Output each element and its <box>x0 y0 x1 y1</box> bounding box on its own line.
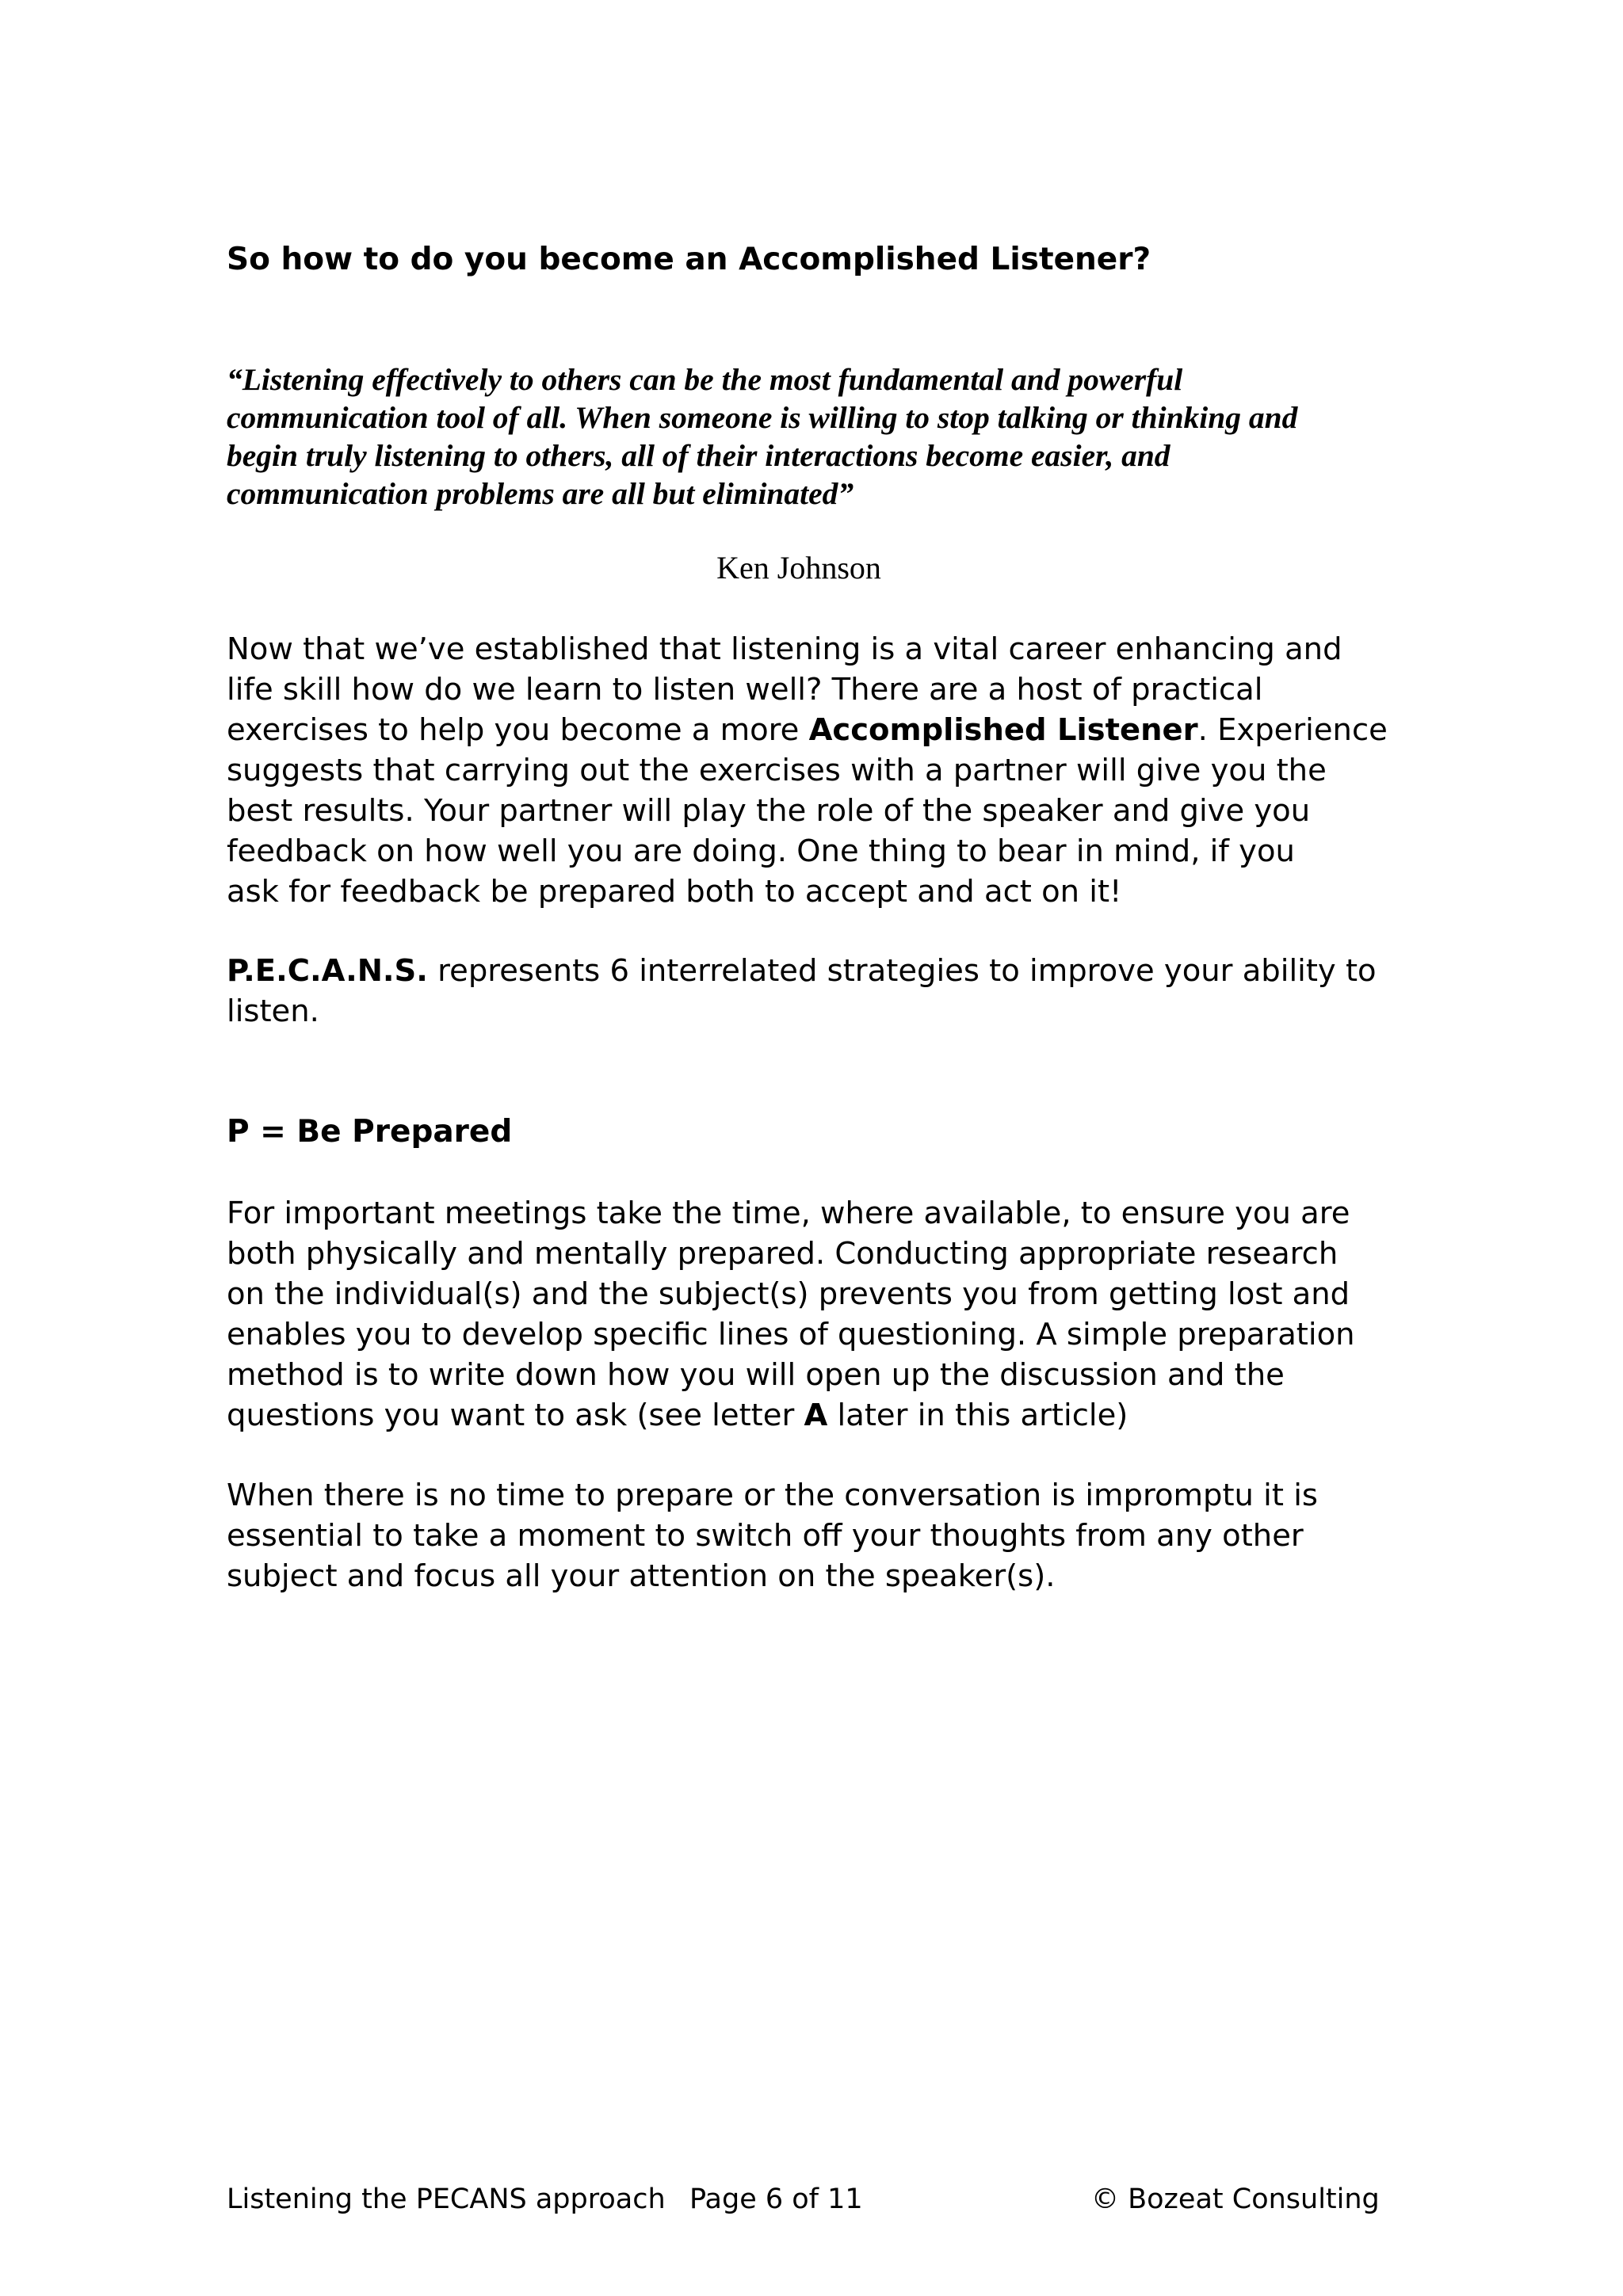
text-line: both physically and mentally prepared. Conducting appropriate research <box>227 1236 1338 1272</box>
footer-document-title: Listening the PECANS approach <box>227 2183 666 2215</box>
footer-page-number: Page 6 of 11 <box>689 2183 863 2215</box>
footer-copyright: © Bozeat Consulting <box>1091 2183 1380 2215</box>
text-line <box>227 1395 1415 1436</box>
quote-author: Ken Johnson <box>716 550 881 585</box>
text-segment: . Experience <box>1197 712 1388 748</box>
text-line: enables you to develop specific lines of questioning. A simple preparation <box>227 1317 1355 1352</box>
text-line: on the individual(s) and the subject(s) prevents you from getting lost and <box>227 1276 1350 1312</box>
emphasis-letter-a: A <box>804 1398 828 1433</box>
text-line: listen. <box>227 994 319 1029</box>
quote-block <box>227 360 1415 513</box>
prepared-paragraph-1 <box>227 1193 1415 1436</box>
section-heading-be-prepared: P = Be Prepared <box>227 1114 513 1150</box>
text-line: ask for feedback be prepared both to accept and act on it! <box>227 874 1122 910</box>
text-line: When there is no time to prepare or the conversation is impromptu it is <box>227 1478 1318 1513</box>
text-line: suggests that carrying out the exercises with a partner will give you the <box>227 753 1327 788</box>
text-line: feedback on how well you are doing. One thing to bear in mind, if you <box>227 833 1295 869</box>
text-line: essential to take a moment to switch off your thoughts from any other <box>227 1518 1304 1554</box>
quote-line: communication problems are all but eliminated” <box>227 476 854 511</box>
text-line: life skill how do we learn to listen well? There are a host of practical <box>227 672 1263 707</box>
text-line <box>227 710 1415 750</box>
text-line: best results. Your partner will play the role of the speaker and give you <box>227 793 1311 829</box>
text-segment: questions you want to ask (see letter <box>227 1398 804 1433</box>
quote-line: begin truly listening to others, all of their interactions become easier, and <box>227 438 1170 473</box>
text-line: For important meetings take the time, where available, to ensure you are <box>227 1196 1350 1231</box>
prepared-paragraph-2 <box>227 1475 1415 1596</box>
emphasis-accomplished-listener: Accomplished Listener <box>808 712 1198 748</box>
text-line: subject and focus all your attention on the speaker(s). <box>227 1558 1056 1594</box>
text-line: Now that we’ve established that listening is a vital career enhancing and <box>227 631 1342 667</box>
quote-line: communication tool of all. When someone is willing to stop talking or thinking and <box>227 400 1298 435</box>
text-segment: later in this article) <box>827 1398 1128 1433</box>
text-line <box>227 951 1415 991</box>
text-line: method is to write down how you will open up the discussion and the <box>227 1357 1285 1393</box>
pecans-paragraph <box>227 951 1415 1032</box>
emphasis-pecans: P.E.C.A.N.S. <box>227 953 428 989</box>
intro-paragraph <box>227 629 1415 912</box>
section-heading-accomplished-listener: So how to do you become an Accomplished Listener? <box>227 242 1151 277</box>
text-segment: exercises to help you become a more <box>227 712 809 748</box>
text-segment: represents 6 interrelated strategies to improve your ability to <box>427 953 1377 989</box>
quote-line: “Listening effectively to others can be the most fundamental and powerful <box>227 362 1183 397</box>
